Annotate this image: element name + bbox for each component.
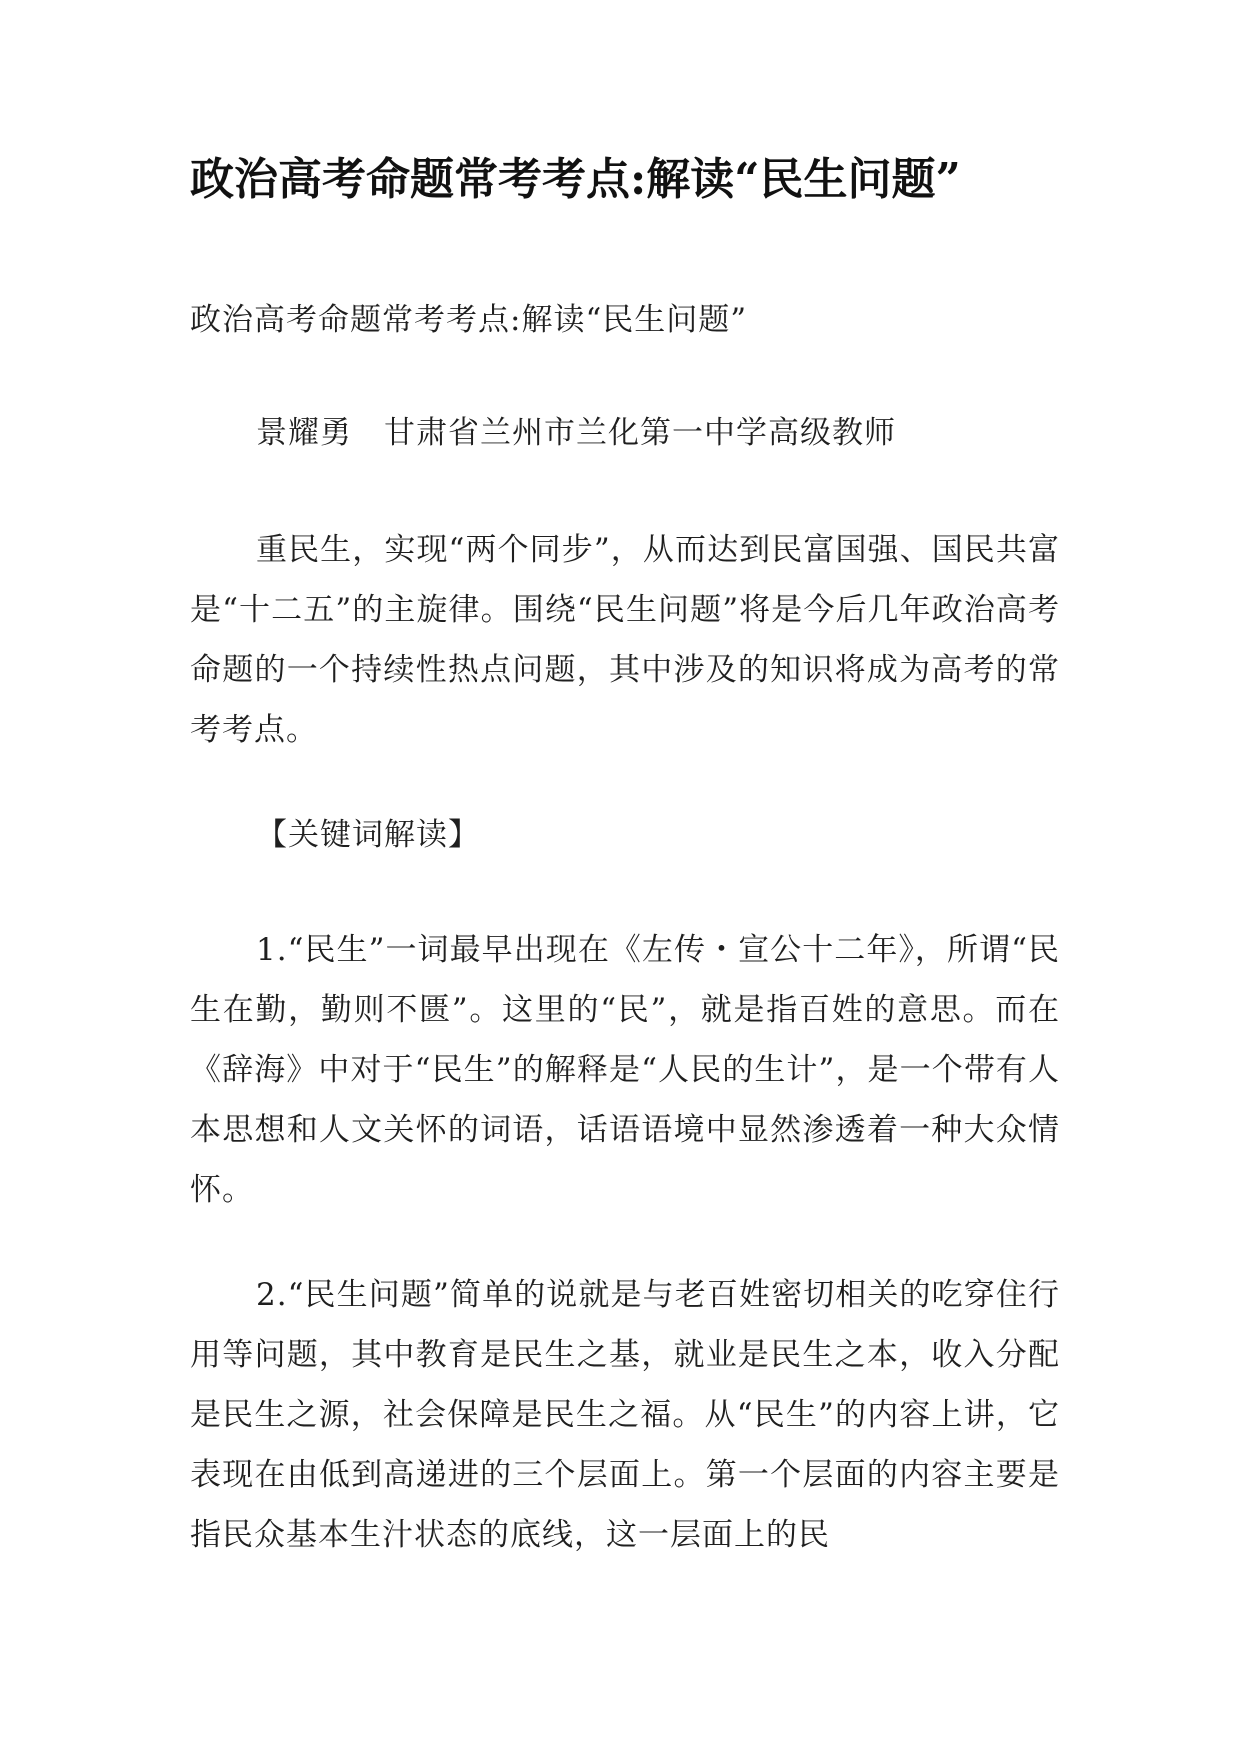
paragraph-keyword-1: 1.“民生”一词最早出现在《左传・宣公十二年》，所谓“民生在勤，勤则不匮”。这里的“民”，就是指百姓的意思。而在《辞海》中对于“民生”的解释是“人民的生计”，是一个带有人本思想和人文关怀的词语，话语语境中显然渗透着一种大众情怀。 <box>190 932 1060 1208</box>
paragraph-intro: 重民生，实现“两个同步”，从而达到民富国强、国民共富是“十二五”的主旋律。围绕“民生问题”将是今后几年政治高考命题的一个持续性热点问题，其中涉及的知识将成为高考的常考考点。 <box>190 532 1060 748</box>
document-subtitle: 政治高考命题常考考点:解读“民生问题” <box>190 302 748 338</box>
author-name: 景耀勇 <box>256 415 352 451</box>
author-affiliation: 甘肃省兰州市兰化第一中学高级教师 <box>384 415 896 451</box>
paragraph-keyword-2: 2.“民生问题”简单的说就是与老百姓密切相关的吃穿住行用等问题，其中教育是民生之基，就业是民生之本，收入分配是民生之源，社会保障是民生之福。从“民生”的内容上讲，它表现在由低到高递进的三个层面上。第一个层面的内容主要是指民众基本生汁状态的底线，这一层面上的民 <box>190 1277 1060 1553</box>
author-line <box>190 403 1126 463</box>
section-heading-keywords: 【关键词解读】 <box>256 817 480 853</box>
document-title: 政治高考命题常考考点:解读“民生问题” <box>190 154 961 205</box>
